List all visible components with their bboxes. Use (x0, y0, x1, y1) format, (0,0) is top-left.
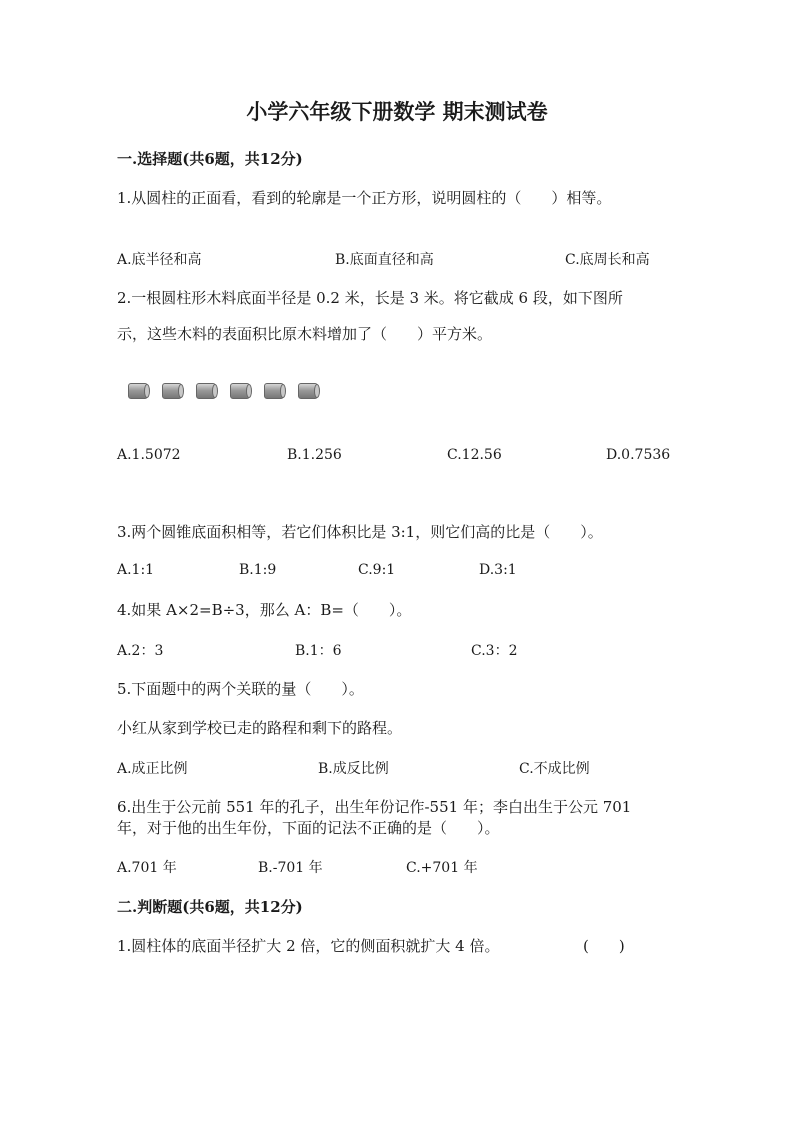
cylinder-piece (264, 383, 284, 399)
page-title: 小学六年级下册数学 期末测试卷 (246, 99, 548, 124)
question-3-option-b[interactable]: B.1:9 (239, 562, 277, 578)
question-5-context: 小红从家到学校已走的路程和剩下的路程。 (117, 719, 403, 737)
question-5-option-a[interactable]: A.成正比例 (117, 761, 188, 777)
question-6-option-a[interactable]: A.701 年 (117, 860, 177, 876)
cylinder-piece (128, 383, 148, 399)
question-6-option-b[interactable]: B.-701 年 (258, 860, 323, 876)
question-3-text: 3.两个圆锥底面积相等，若它们体积比是 3:1，则它们高的比是（ ）。 (117, 523, 603, 541)
question-2-option-c[interactable]: C.12.56 (447, 447, 502, 463)
cylinder-piece (298, 383, 318, 399)
question-2-text-line1: 2.一根圆柱形木料底面半径是 0.2 米，长是 3 米。将它截成 6 段，如下图所 (117, 289, 623, 307)
question-1-option-c[interactable]: C.底周长和高 (565, 252, 650, 268)
question-5-text: 5.下面题中的两个关联的量（ ）。 (117, 680, 364, 698)
cylinder-pieces-figure (128, 383, 328, 401)
question-3-option-c[interactable]: C.9:1 (358, 562, 396, 578)
question-3-option-a[interactable]: A.1:1 (117, 562, 155, 578)
question-4-option-a[interactable]: A.2：3 (117, 643, 164, 659)
question-2-option-d[interactable]: D.0.7536 (606, 447, 671, 463)
judgment-1-answer-bracket[interactable]: ( ) (583, 937, 625, 955)
question-1-option-b[interactable]: B.底面直径和高 (335, 252, 434, 268)
question-1-text: 1.从圆柱的正面看，看到的轮廓是一个正方形，说明圆柱的（ ）相等。 (117, 189, 612, 207)
cylinder-piece (230, 383, 250, 399)
cylinder-piece (196, 383, 216, 399)
question-2-option-a[interactable]: A.1.5072 (117, 447, 181, 463)
judgment-1-text: 1.圆柱体的底面半径扩大 2 倍，它的侧面积就扩大 4 倍。 (117, 937, 500, 955)
question-6-text-line2: 年，对于他的出生年份，下面的记法不正确的是（ ）。 (117, 819, 500, 837)
question-5-option-b[interactable]: B.成反比例 (318, 761, 389, 777)
question-4-option-b[interactable]: B.1：6 (295, 643, 342, 659)
cylinder-piece (162, 383, 182, 399)
question-5-option-c[interactable]: C.不成比例 (519, 761, 590, 777)
question-6-option-c[interactable]: C.+701 年 (406, 860, 478, 876)
section-heading-choice: 一.选择题(共6题，共12分) (117, 150, 303, 168)
question-1-option-a[interactable]: A.底半径和高 (117, 252, 202, 268)
question-4-option-c[interactable]: C.3：2 (471, 643, 518, 659)
question-4-text: 4.如果 A×2=B÷3，那么 A：B=（ ）。 (117, 601, 412, 619)
question-2-text-line2: 示，这些木料的表面积比原木料增加了（ ）平方米。 (117, 325, 493, 343)
section-heading-judgment: 二.判断题(共6题，共12分) (117, 898, 303, 916)
question-3-option-d[interactable]: D.3:1 (479, 562, 517, 578)
question-6-text-line1: 6.出生于公元前 551 年的孔子，出生年份记作-551 年；李白出生于公元 701 (117, 798, 632, 816)
question-2-option-b[interactable]: B.1.256 (287, 447, 342, 463)
